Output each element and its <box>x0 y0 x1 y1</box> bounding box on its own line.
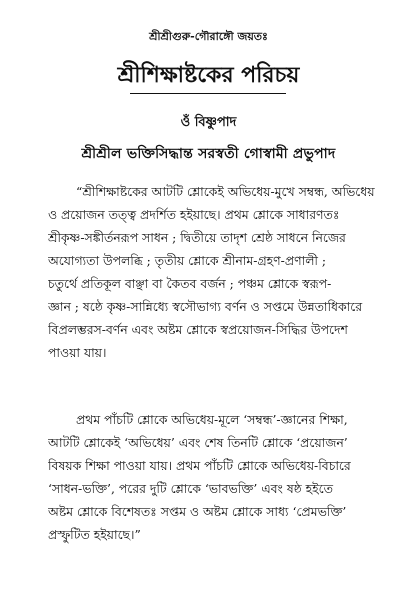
paragraph-2 <box>48 408 393 546</box>
paragraph-line: পাওয়া যায়। <box>48 345 107 360</box>
paragraph-line: প্রথম পাঁচটি শ্লোকে অভিধেয়-মূলে ‘সম্বন্ধ’-জ্ঞানের শিক্ষা, <box>76 412 348 427</box>
paragraph-line: শ্রীকৃষ্ণ-সঙ্কীর্তনরূপ সাধন ; দ্বিতীয়ে তাদৃশ শ্রেষ্ঠ সাধনে নিজের <box>48 230 346 245</box>
paragraph-1 <box>48 180 393 364</box>
paragraph-line: বিষয়ক শিক্ষা পাওয়া যায়। প্রথম পাঁচটি শ্লোকে অভিধেয়-বিচারে <box>48 458 351 473</box>
paragraph-line: অযোগ্যতা উপলব্ধি ; তৃতীয় শ্লোকে শ্রীনাম-গ্রহণ-প্রণালী ; <box>48 253 327 268</box>
paragraph-line: ‘সাধন-ভক্তি’, পরের দুটি শ্লোকে ‘ভাবভক্তি’ এবং ষষ্ঠ হইতে <box>48 481 333 496</box>
paragraph-line: অষ্টম শ্লোকে বিশেষতঃ সপ্তম ও অষ্টম শ্লোকে সাধ্য ‘প্রেমভক্তি’ <box>48 504 347 519</box>
paragraph-line: প্রস্ফুটিত হইয়াছে।” <box>48 527 141 542</box>
title-underline <box>130 93 286 94</box>
paragraph-line: জ্ঞান ; ষষ্ঠে কৃষ্ণ-সান্নিধ্যে স্বসৌভাগ্য বর্ণন ও সপ্তমে উন্নতাধিকারে <box>48 299 363 314</box>
paragraph-line: “শ্রীশিক্ষাষ্টকের আটটি শ্লোকেই অভিধেয়-মুখে সম্বন্ধ, অভিধেয় <box>76 184 375 199</box>
paragraph-line: ও প্রয়োজন তত্ত্ব প্রদর্শিত হইয়াছে। প্রথম শ্লোকে সাধারণতঃ <box>48 207 340 222</box>
paragraph-line: চতুর্থে প্রতিকূল বাঞ্ছা বা কৈতব বর্জন ; পঞ্চম শ্লোকে স্বরূপ- <box>48 276 332 291</box>
page-title: শ্রীশিক্ষাষ্টকের পরিচয় <box>117 62 300 88</box>
om-vishnupada-line: ওঁ বিষ্ণুপাদ <box>180 115 237 130</box>
paragraph-line: আটটি শ্লোকেই ‘অভিধেয়’ এবং শেষ তিনটি শ্লোকে ‘প্রয়োজন’ <box>48 435 348 450</box>
paragraph-line: বিপ্রলম্ভরস-বর্ণন এবং অষ্টম শ্লোকে স্বপ্রয়োজন-সিদ্ধির উপদেশ <box>48 322 348 337</box>
invocation-line: শ্রীশ্রীগুরু-গৌরাঙ্গৌ জয়তঃ <box>149 30 268 43</box>
author-line: শ্রীশ্রীল ভক্তিসিদ্ধান্ত সরস্বতী গোস্বামী প্রভুপাদ <box>81 146 336 162</box>
